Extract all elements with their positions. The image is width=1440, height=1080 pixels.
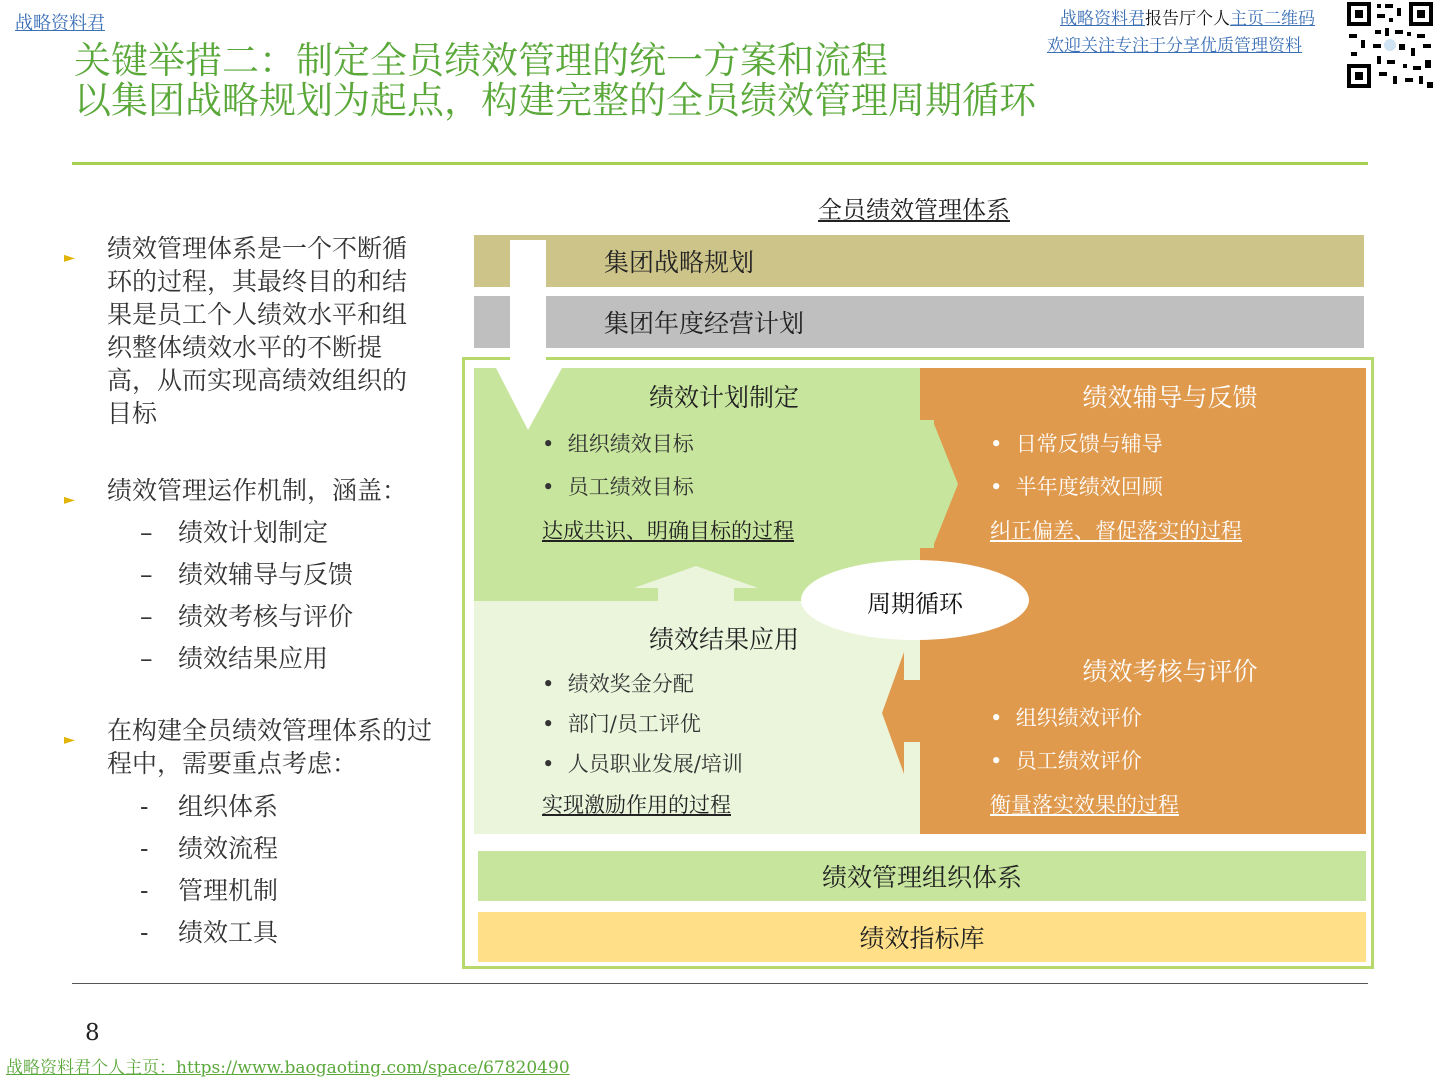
q3-item: • 绩效奖金分配 [542,672,694,696]
watermark-text-1: 报告厅个人 [1145,9,1230,29]
left-arrow [882,652,920,774]
list-item: - 管理机制 [140,876,279,905]
q4-title: 绩效考核与评价 [1082,657,1258,686]
left-point-2-text: 绩效管理运作机制，涵盖： [107,476,408,505]
list-item: – 绩效结果应用 [140,644,329,673]
title-line-1: 关键举措二：制定全员绩效管理的统一方案和流程 [74,39,888,82]
watermark-top-left[interactable]: 战略资料君 [15,13,105,34]
q3-item: • 人员职业发展/培训 [542,752,743,776]
q2-note: 纠正偏差、督促落实的过程 [990,519,1242,543]
q1-item: • 组织绩效目标 [542,432,694,456]
bullet-triangle-icon: ► [64,732,75,748]
bullet-triangle-icon: ► [64,492,75,508]
left-point-1-text: 绩效管理体系是一个不断循环的过程，其最终目的和结果是员工个人绩效水平和组织整体绩效水平的不断提高，从而实现高绩效组织的目标 [107,234,408,428]
page-number: 8 [85,1020,100,1046]
bar-annual-plan-label: 集团年度经营计划 [604,309,805,338]
bar-org-system-label: 绩效管理组织体系 [821,863,1022,892]
up-arrow [634,566,758,601]
bar-kpi-library-label: 绩效指标库 [859,924,985,953]
q2-title: 绩效辅导与反馈 [1082,383,1258,412]
list-item: - 绩效工具 [140,918,279,947]
bullet-triangle-icon: ► [64,250,75,266]
watermark-link-2[interactable]: 主页二维码 [1230,9,1315,29]
right-arrow [920,420,958,548]
q1-title: 绩效计划制定 [648,383,799,412]
list-item: – 绩效计划制定 [140,518,329,547]
q4-item: • 员工绩效评价 [990,749,1142,773]
q4-note: 衡量落实效果的过程 [990,793,1179,817]
watermark-top-right-line2[interactable]: 欢迎关注专注于分享优质管理资料 [1047,36,1302,56]
down-arrow-shaft [510,240,546,368]
center-label: 周期循环 [867,590,963,618]
left-point-3-text: 在构建全员绩效管理体系的过程中，需要重点考虑： [107,716,433,778]
q1-note: 达成共识、明确目标的过程 [542,519,794,543]
q3-title: 绩效结果应用 [648,625,799,654]
bar-org-system [478,851,1366,901]
q3-item: • 部门/员工评优 [542,712,701,736]
bar-kpi-library [478,912,1366,962]
footer-divider [72,983,1368,984]
q2-item: • 半年度绩效回顾 [990,475,1163,499]
diagram-title: 全员绩效管理体系 [818,196,1010,224]
list-item: - 组织体系 [140,792,279,821]
bar-group-strategy-label: 集团战略规划 [604,248,755,277]
list-item: – 绩效考核与评价 [140,602,354,631]
list-item: - 绩效流程 [140,834,279,863]
q4-item: • 组织绩效评价 [990,706,1142,730]
watermark-link-1[interactable]: 战略资料君 [1060,9,1145,29]
watermark-bottom[interactable]: 战略资料君个人主页：https://www.baogaoting.com/space/67820490 [6,1058,570,1078]
list-item: – 绩效辅导与反馈 [140,560,354,589]
down-arrow-head [496,368,562,430]
q3-note: 实现激励作用的过程 [542,793,731,817]
q1-item: • 员工绩效目标 [542,475,694,499]
title-line-2: 以集团战略规划为起点，构建完整的全员绩效管理周期循环 [74,79,1036,122]
q2-item: • 日常反馈与辅导 [990,432,1163,456]
